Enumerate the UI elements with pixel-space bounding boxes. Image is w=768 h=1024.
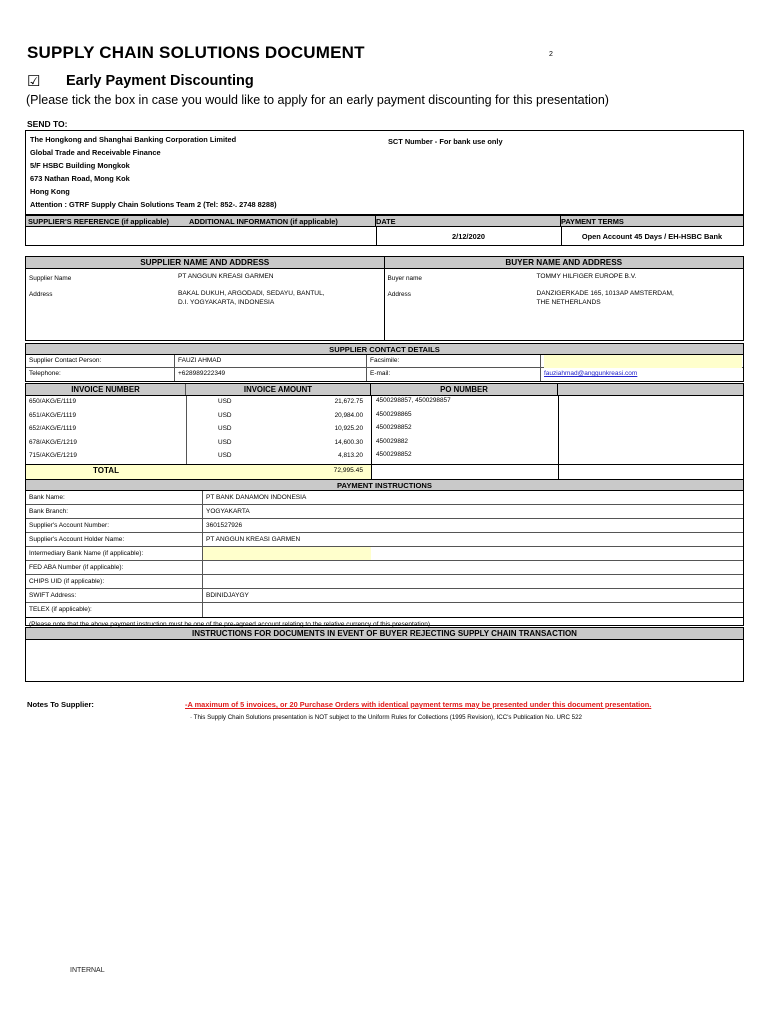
telephone-row [26,368,743,381]
po-number-cell: 4500298857, 4500298857 [376,397,451,404]
invoice-number-cell: 650/AKG/E/1119 [29,398,77,405]
bank-line-6: Attention : GTRF Supply Chain Solutions Team 2 (Tel: 852-. 2748 8288) [30,200,277,209]
payment-label: Supplier's Account Holder Name: [29,536,125,543]
payment-label: Intermediary Bank Name (if applicable): [29,550,144,557]
buyer-name-label: Buyer name [387,275,422,282]
sct-number-label: SCT Number - For bank use only [388,137,503,146]
supplier-name-label: Supplier Name [29,275,72,282]
notes-red-warning: -A maximum of 5 invoices, or 20 Purchase Orders with identical payment terms may be presented under this document presentation. [185,700,652,709]
po-number-cell: 450029882 [376,437,408,445]
rejection-body[interactable] [26,640,743,686]
bank-line-4: 673 Nathan Road, Mong Kok [30,174,130,183]
payment-instructions-block [25,479,744,626]
email-value[interactable]: fauziahmad@anggunkreasi.com [544,370,638,377]
payment-terms-header: PAYMENT TERMS [561,216,743,227]
notes-urc-disclaimer: · This Supply Chain Solutions presentation is NOT subject to the Uniform Rules for Collections (1995 Revision), ICC's Publication No. URC 522 [190,714,582,721]
supplier-contact-section-title: SUPPLIER CONTACT DETAILS [26,344,743,355]
supplier-section-title: SUPPLIER NAME AND ADDRESS [26,257,384,269]
buyer-address-line-2[interactable]: THE NETHERLANDS [536,299,601,306]
supplier-address-line-1[interactable]: BAKAL DUKUH, ARGODADI, SEDAYU, BANTUL, [178,290,325,297]
suppliers-reference-header-text: SUPPLIER'S REFERENCE (if applicable) [28,217,169,226]
po-number-cell: 4500298865 [376,410,412,418]
page-number: 2 [549,51,553,58]
total-label: TOTAL [93,466,119,475]
buyer-panel [385,257,744,340]
invoice-amount-cell: 4,813.20 [338,452,363,460]
payment-row-swift-address [26,589,743,603]
page-title: SUPPLY CHAIN SOLUTIONS DOCUMENT [27,43,365,62]
bank-line-2: Global Trade and Receivable Finance [30,148,161,157]
table-row[interactable] [26,437,743,451]
contact-person-row [26,355,743,368]
payment-col-divider [202,589,203,603]
payment-row-intermediary-bank [26,547,743,561]
invoice-amount-cell: 21,672.75 [334,398,363,405]
send-to-block [25,130,744,215]
buyer-section-title: BUYER NAME AND ADDRESS [385,257,744,269]
payment-row-chips-uid [26,575,743,589]
invoice-table-header-row [26,384,743,396]
supplier-panel [26,257,385,340]
invoice-amount-header: INVOICE AMOUNT [186,384,371,395]
invoice-extra-header [558,384,743,395]
invoice-currency-cell: USD [218,425,232,433]
contact-person-value[interactable]: FAUZI AHMAD [178,357,222,364]
payment-row-fed-aba [26,561,743,575]
invoice-number-cell: 651/AKG/E/1119 [29,411,77,419]
buyer-name-value[interactable]: TOMMY HILFIGER EUROPE B.V. [536,273,637,280]
payment-col-divider [202,575,203,589]
buyer-address-label: Address [387,291,411,298]
bank-line-3: 5/F HSBC Building Mongkok [30,161,130,170]
payment-row-account-holder [26,533,743,547]
total-col-divider-1 [371,465,372,479]
additional-information-header-text: ADDITIONAL INFORMATION (if applicable) [189,217,338,226]
invoice-number-cell: 652/AKG/E/1119 [29,425,77,433]
payment-label: Supplier's Account Number: [29,522,110,529]
classification-footer: INTERNAL [70,967,105,974]
invoice-table-body [26,396,743,464]
intermediary-bank-highlight [203,547,371,560]
buyer-address-line-1[interactable]: DANZIGERKADE 165, 1013AP AMSTERDAM, [536,290,674,297]
contact-col-divider-3 [540,355,541,368]
table-row[interactable] [26,450,743,464]
table-row[interactable] [26,396,743,410]
bank-line-5: Hong Kong [30,187,70,196]
date-header: DATE [376,216,561,227]
payment-col-divider [202,603,203,617]
email-label: E-mail: [370,370,391,377]
reference-date-strip [25,215,744,246]
invoice-currency-cell: USD [218,398,232,405]
invoice-amount-cell: 20,984.00 [334,411,363,419]
payment-col-divider [202,547,203,561]
payment-terms-value[interactable]: Open Account 45 Days / EH-HSBC Bank [581,232,723,241]
payment-row-bank-branch [26,505,743,519]
invoice-currency-cell: USD [218,452,232,460]
bank-line-1: The Hongkong and Shanghai Banking Corporation Limited [30,135,237,144]
payment-value[interactable]: YOGYAKARTA [206,508,250,515]
party-block [25,256,744,341]
payment-value[interactable]: BDINIDJAYGY [206,592,249,599]
table-row[interactable] [26,410,743,424]
contact-col-divider-6 [540,368,541,381]
supplier-name-value[interactable]: PT ANGGUN KREASI GARMEN [178,273,274,280]
invoice-amount-cell-wrap [186,450,371,464]
early-payment-discounting-note: (Please tick the box in case you would like to apply for an early payment discounting for this presentation) [26,93,609,107]
send-to-label: SEND TO: [27,119,68,129]
contact-col-divider-1 [174,355,175,368]
payment-col-divider [202,491,203,505]
invoice-number-header: INVOICE NUMBER [26,384,186,395]
telephone-label: Telephone: [29,370,61,377]
invoice-total-row [26,464,743,479]
contact-person-label: Supplier Contact Person: [29,357,102,364]
invoice-currency-cell: USD [218,438,232,446]
supplier-address-line-2[interactable]: D.I. YOGYAKARTA, INDONESIA [178,299,275,306]
contact-col-divider-2 [366,355,367,368]
payment-label: SWIFT Address: [29,592,77,599]
invoice-currency-cell: USD [218,411,232,419]
invoice-amount-cell-wrap [186,437,371,451]
early-payment-discounting-row [27,73,254,89]
rejection-section-title: INSTRUCTIONS FOR DOCUMENTS IN EVENT OF BUYER REJECTING SUPPLY CHAIN TRANSACTION [26,628,743,640]
payment-instructions-note: (Please note that the above payment instruction must be one of the pre-agreed account relating to the relative currency of this presentation) [26,617,743,630]
payment-value[interactable]: PT BANK DANAMON INDONESIA [206,494,307,501]
suppliers-reference-value[interactable] [26,227,377,246]
invoice-amount-cell: 14,600.30 [334,438,363,446]
payment-label: CHIPS UID (if applicable): [29,578,105,585]
notes-to-supplier-label: Notes To Supplier: [27,700,94,709]
invoice-number-cell: 678/AKG/E/1219 [29,438,77,446]
payment-row-telex [26,603,743,617]
payment-value[interactable]: 3601527926 [206,522,243,529]
contact-col-divider-5 [366,368,367,381]
payment-row-account-number [26,519,743,533]
payment-label: Bank Name: [29,494,65,501]
total-amount: 72,995.45 [333,467,363,474]
payment-label: TELEX (if applicable): [29,606,92,613]
payment-col-divider [202,505,203,519]
payment-value[interactable]: PT ANGGUN KREASI GARMEN [206,536,301,543]
payment-col-divider [202,519,203,533]
payment-label: Bank Branch: [29,508,69,515]
invoice-amount-cell-wrap [186,423,371,437]
invoice-table [25,383,744,480]
checkbox-checked-icon[interactable]: ☑ [27,72,41,90]
payment-instructions-section-title: PAYMENT INSTRUCTIONS [26,480,743,491]
po-number-cell: 4500298852 [376,424,412,432]
payment-col-divider [202,561,203,575]
total-col-divider-2 [558,465,559,479]
po-number-cell: 4500298852 [376,451,412,459]
payment-col-divider [202,533,203,547]
suppliers-reference-header [26,216,376,227]
invoice-number-cell: 715/AKG/E/1219 [29,452,77,460]
invoice-amount-cell: 10,925.20 [334,425,363,433]
date-value[interactable]: 2/12/2020 [376,227,562,246]
payment-label: FED ABA Number (if applicable): [29,564,124,571]
rejection-instructions-block [25,627,744,682]
invoice-amount-cell-wrap [186,396,371,410]
contact-col-divider-4 [174,368,175,381]
po-number-header: PO NUMBER [371,384,558,395]
supplier-address-label: Address [29,291,53,298]
supplier-contact-block [25,343,744,382]
early-payment-discounting-label: Early Payment Discounting [66,73,254,89]
telephone-value[interactable]: +628989222349 [178,370,226,377]
payment-row-bank-name [26,491,743,505]
table-row[interactable] [26,423,743,437]
invoice-amount-cell-wrap [186,410,371,424]
facsimile-label: Facsimile: [370,357,400,364]
supplier-body [26,269,384,341]
buyer-body [385,269,744,341]
facsimile-highlight [544,355,742,368]
